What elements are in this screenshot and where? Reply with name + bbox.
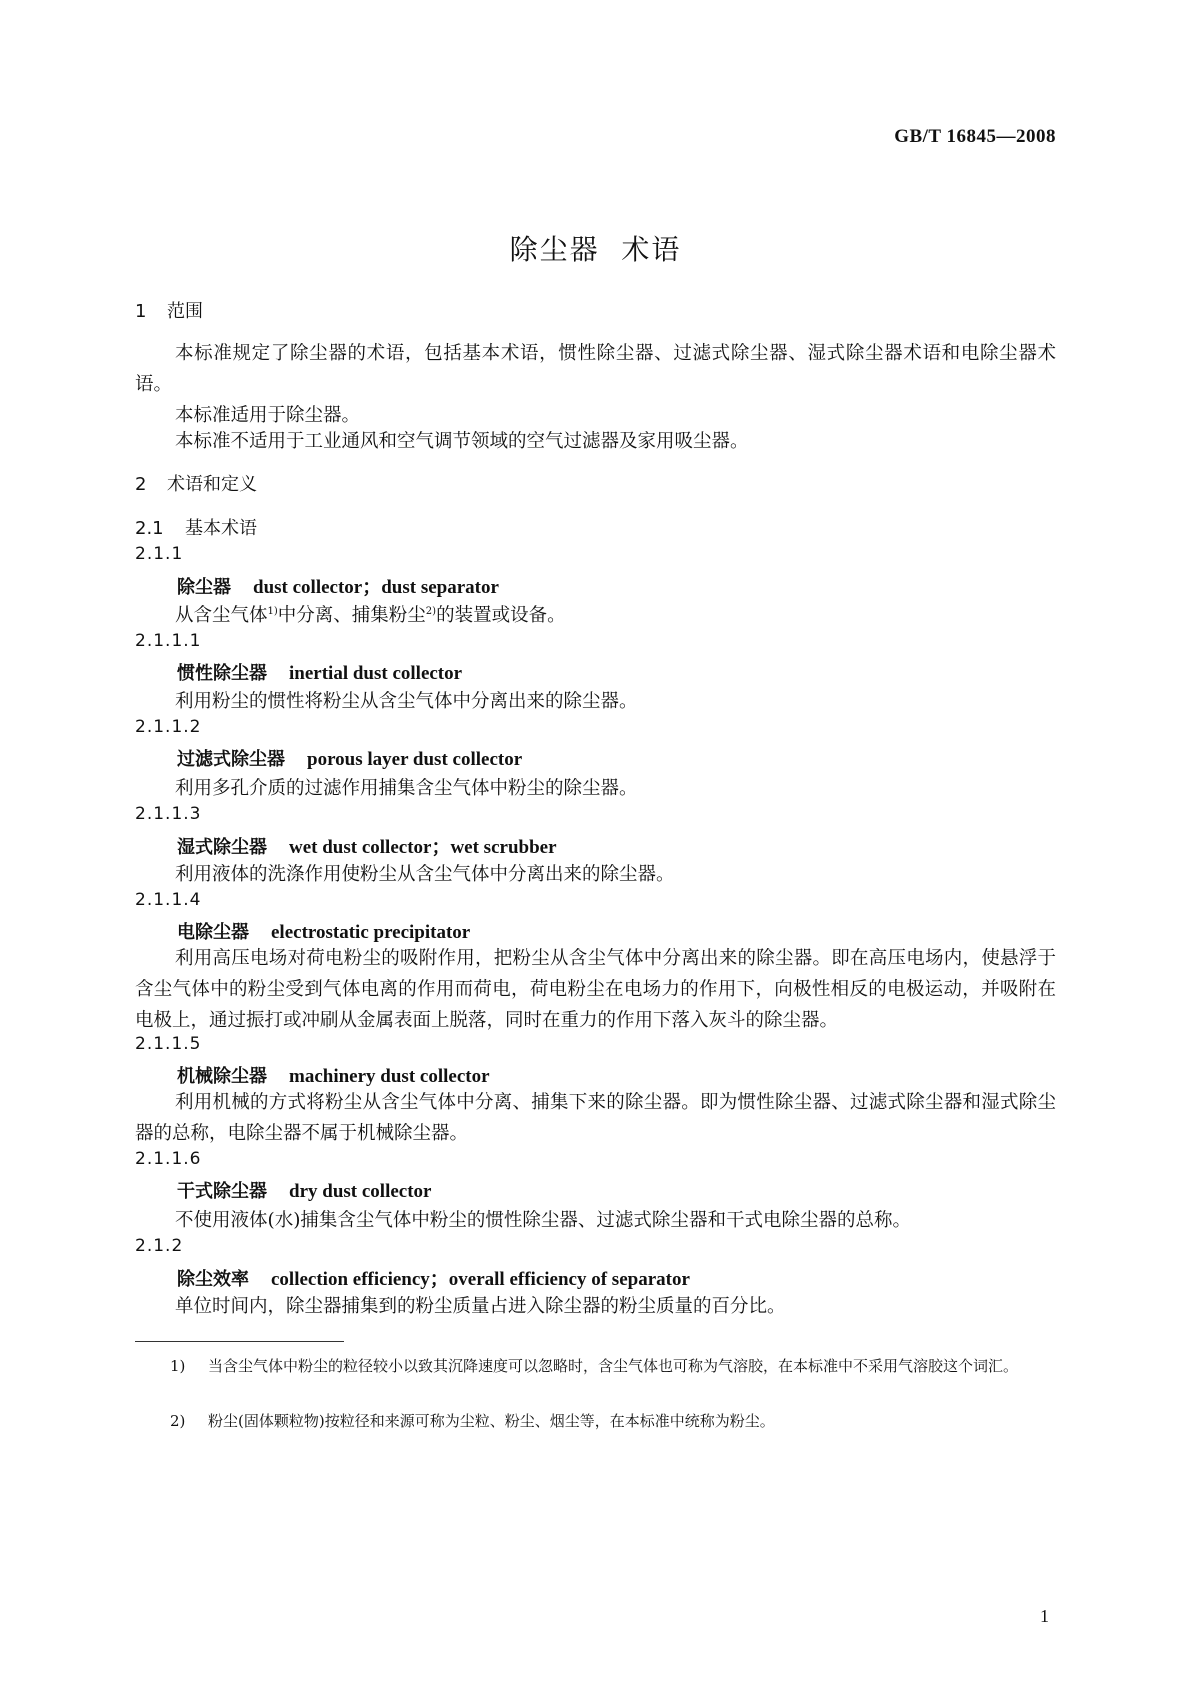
term-definition: 单位时间内，除尘器捕集到的粉尘质量占进入除尘器的粉尘质量的百分比。: [175, 1296, 786, 1317]
term-en: wet dust collector；wet scrubber: [289, 837, 557, 858]
scope-paragraph-2: 本标准适用于除尘器。: [175, 405, 361, 426]
scope-paragraph-3: 本标准不适用于工业通风和空气调节领域的空气过滤器及家用吸尘器。: [175, 431, 749, 452]
footnote-text: 粉尘(固体颗粒物)按粒径和来源可称为尘粒、粉尘、烟尘等，在本标准中统称为粉尘。: [208, 1412, 775, 1430]
term-entry: [177, 832, 557, 859]
term-en: machinery dust collector: [289, 1066, 490, 1087]
footnote-divider: [135, 1341, 344, 1342]
term-en: porous layer dust collector: [307, 749, 523, 770]
section-number: 2: [135, 474, 147, 495]
footnote-mark: 2): [170, 1412, 186, 1430]
section-title: 术语和定义: [167, 474, 257, 495]
term-definition: 利用液体的洗涤作用使粉尘从含尘气体中分离出来的除尘器。: [175, 864, 675, 885]
footnote-ref: 1): [267, 605, 278, 617]
clause-number: 2.1.1: [135, 544, 184, 564]
section-heading-scope: [135, 297, 203, 323]
term-definition: 利用粉尘的惯性将粉尘从含尘气体中分离出来的除尘器。: [175, 691, 638, 712]
section-heading-terms: [135, 470, 257, 496]
term-entry: [177, 1062, 490, 1088]
term-definition: 利用多孔介质的过滤作用捕集含尘气体中粉尘的除尘器。: [175, 778, 638, 799]
term-en: electrostatic precipitator: [271, 922, 471, 943]
term-zh: 机械除尘器: [177, 1066, 267, 1087]
definition-text: 的装置或设备。: [436, 605, 566, 626]
section-title: 范围: [167, 301, 203, 322]
clause-number: 2.1.1.3: [135, 804, 202, 824]
section-number: 1: [135, 301, 147, 322]
term-definition: 不使用液体(水)捕集含尘气体中粉尘的惯性除尘器、过滤式除尘器和干式电除尘器的总称。: [175, 1210, 911, 1231]
term-en: dust collector；dust separator: [253, 577, 499, 598]
document-title: 除尘器 术语: [509, 233, 682, 266]
footnote-2: [170, 1409, 1056, 1434]
term-zh: 过滤式除尘器: [177, 749, 285, 770]
term-entry: [177, 745, 522, 771]
footnote-1: [170, 1354, 1056, 1379]
scope-paragraph-1: 本标准规定了除尘器的术语，包括基本术语，惯性除尘器、过滤式除尘器、湿式除尘器术语和电除尘器术语。: [135, 343, 1056, 395]
subsection-number: 2.1: [135, 518, 164, 539]
clause-number: 2.1.1.4: [135, 890, 202, 910]
page-number: 1: [1040, 1606, 1049, 1626]
term-entry: [177, 659, 462, 685]
subsection-title: 基本术语: [185, 518, 257, 539]
term-definition: 利用机械的方式将粉尘从含尘气体中分离、捕集下来的除尘器。即为惯性除尘器、过滤式除尘器和湿式除尘器的总称，电除尘器不属于机械除尘器。: [135, 1092, 1056, 1144]
definition-text: 中分离、捕集粉尘: [277, 605, 426, 626]
term-zh: 惯性除尘器: [177, 663, 267, 684]
clause-number: 2.1.1.1: [135, 631, 202, 651]
term-entry: [177, 918, 470, 944]
term-definition: 利用高压电场对荷电粉尘的吸附作用，把粉尘从含尘气体中分离出来的除尘器。即在高压电场内，使悬浮于含尘气体中的粉尘受到气体电离的作用而荷电，荷电粉尘在电场力的作用下，向极性相反的电极运动，并吸附在电极上，通过振打或冲刷从金属表面上脱落，同时在重力的作用下落入灰斗的除尘器。: [135, 948, 1056, 1031]
term-entry: [177, 1177, 431, 1203]
clause-number: 2.1.1.2: [135, 717, 202, 737]
clause-number: 2.1.1.5: [135, 1034, 202, 1054]
clause-number: 2.1.1.6: [135, 1149, 202, 1169]
term-en: dry dust collector: [289, 1181, 432, 1202]
definition-text: 从含尘气体: [175, 605, 268, 626]
term-zh: 除尘效率: [177, 1269, 249, 1290]
term-zh: 干式除尘器: [177, 1181, 267, 1202]
term-zh: 除尘器: [177, 577, 231, 598]
term-zh: 电除尘器: [177, 922, 249, 943]
term-entry: [177, 572, 499, 599]
footnote-mark: 1): [170, 1357, 186, 1375]
footnote-ref: 2): [425, 605, 437, 617]
clause-number: 2.1.2: [135, 1236, 184, 1256]
term-entry: [177, 1264, 690, 1291]
term-zh: 湿式除尘器: [177, 837, 267, 858]
standard-code: GB/T 16845—2008: [894, 126, 1056, 147]
term-en: inertial dust collector: [289, 663, 463, 684]
term-definition: [135, 600, 1056, 631]
term-en: collection efficiency；overall efficiency of separator: [271, 1269, 690, 1290]
footnote-text: 当含尘气体中粉尘的粒径较小以致其沉降速度可以忽略时，含尘气体也可称为气溶胶，在本标准中不采用气溶胶这个词汇。: [208, 1357, 1019, 1375]
subsection-heading-basic-terms: [135, 514, 257, 540]
